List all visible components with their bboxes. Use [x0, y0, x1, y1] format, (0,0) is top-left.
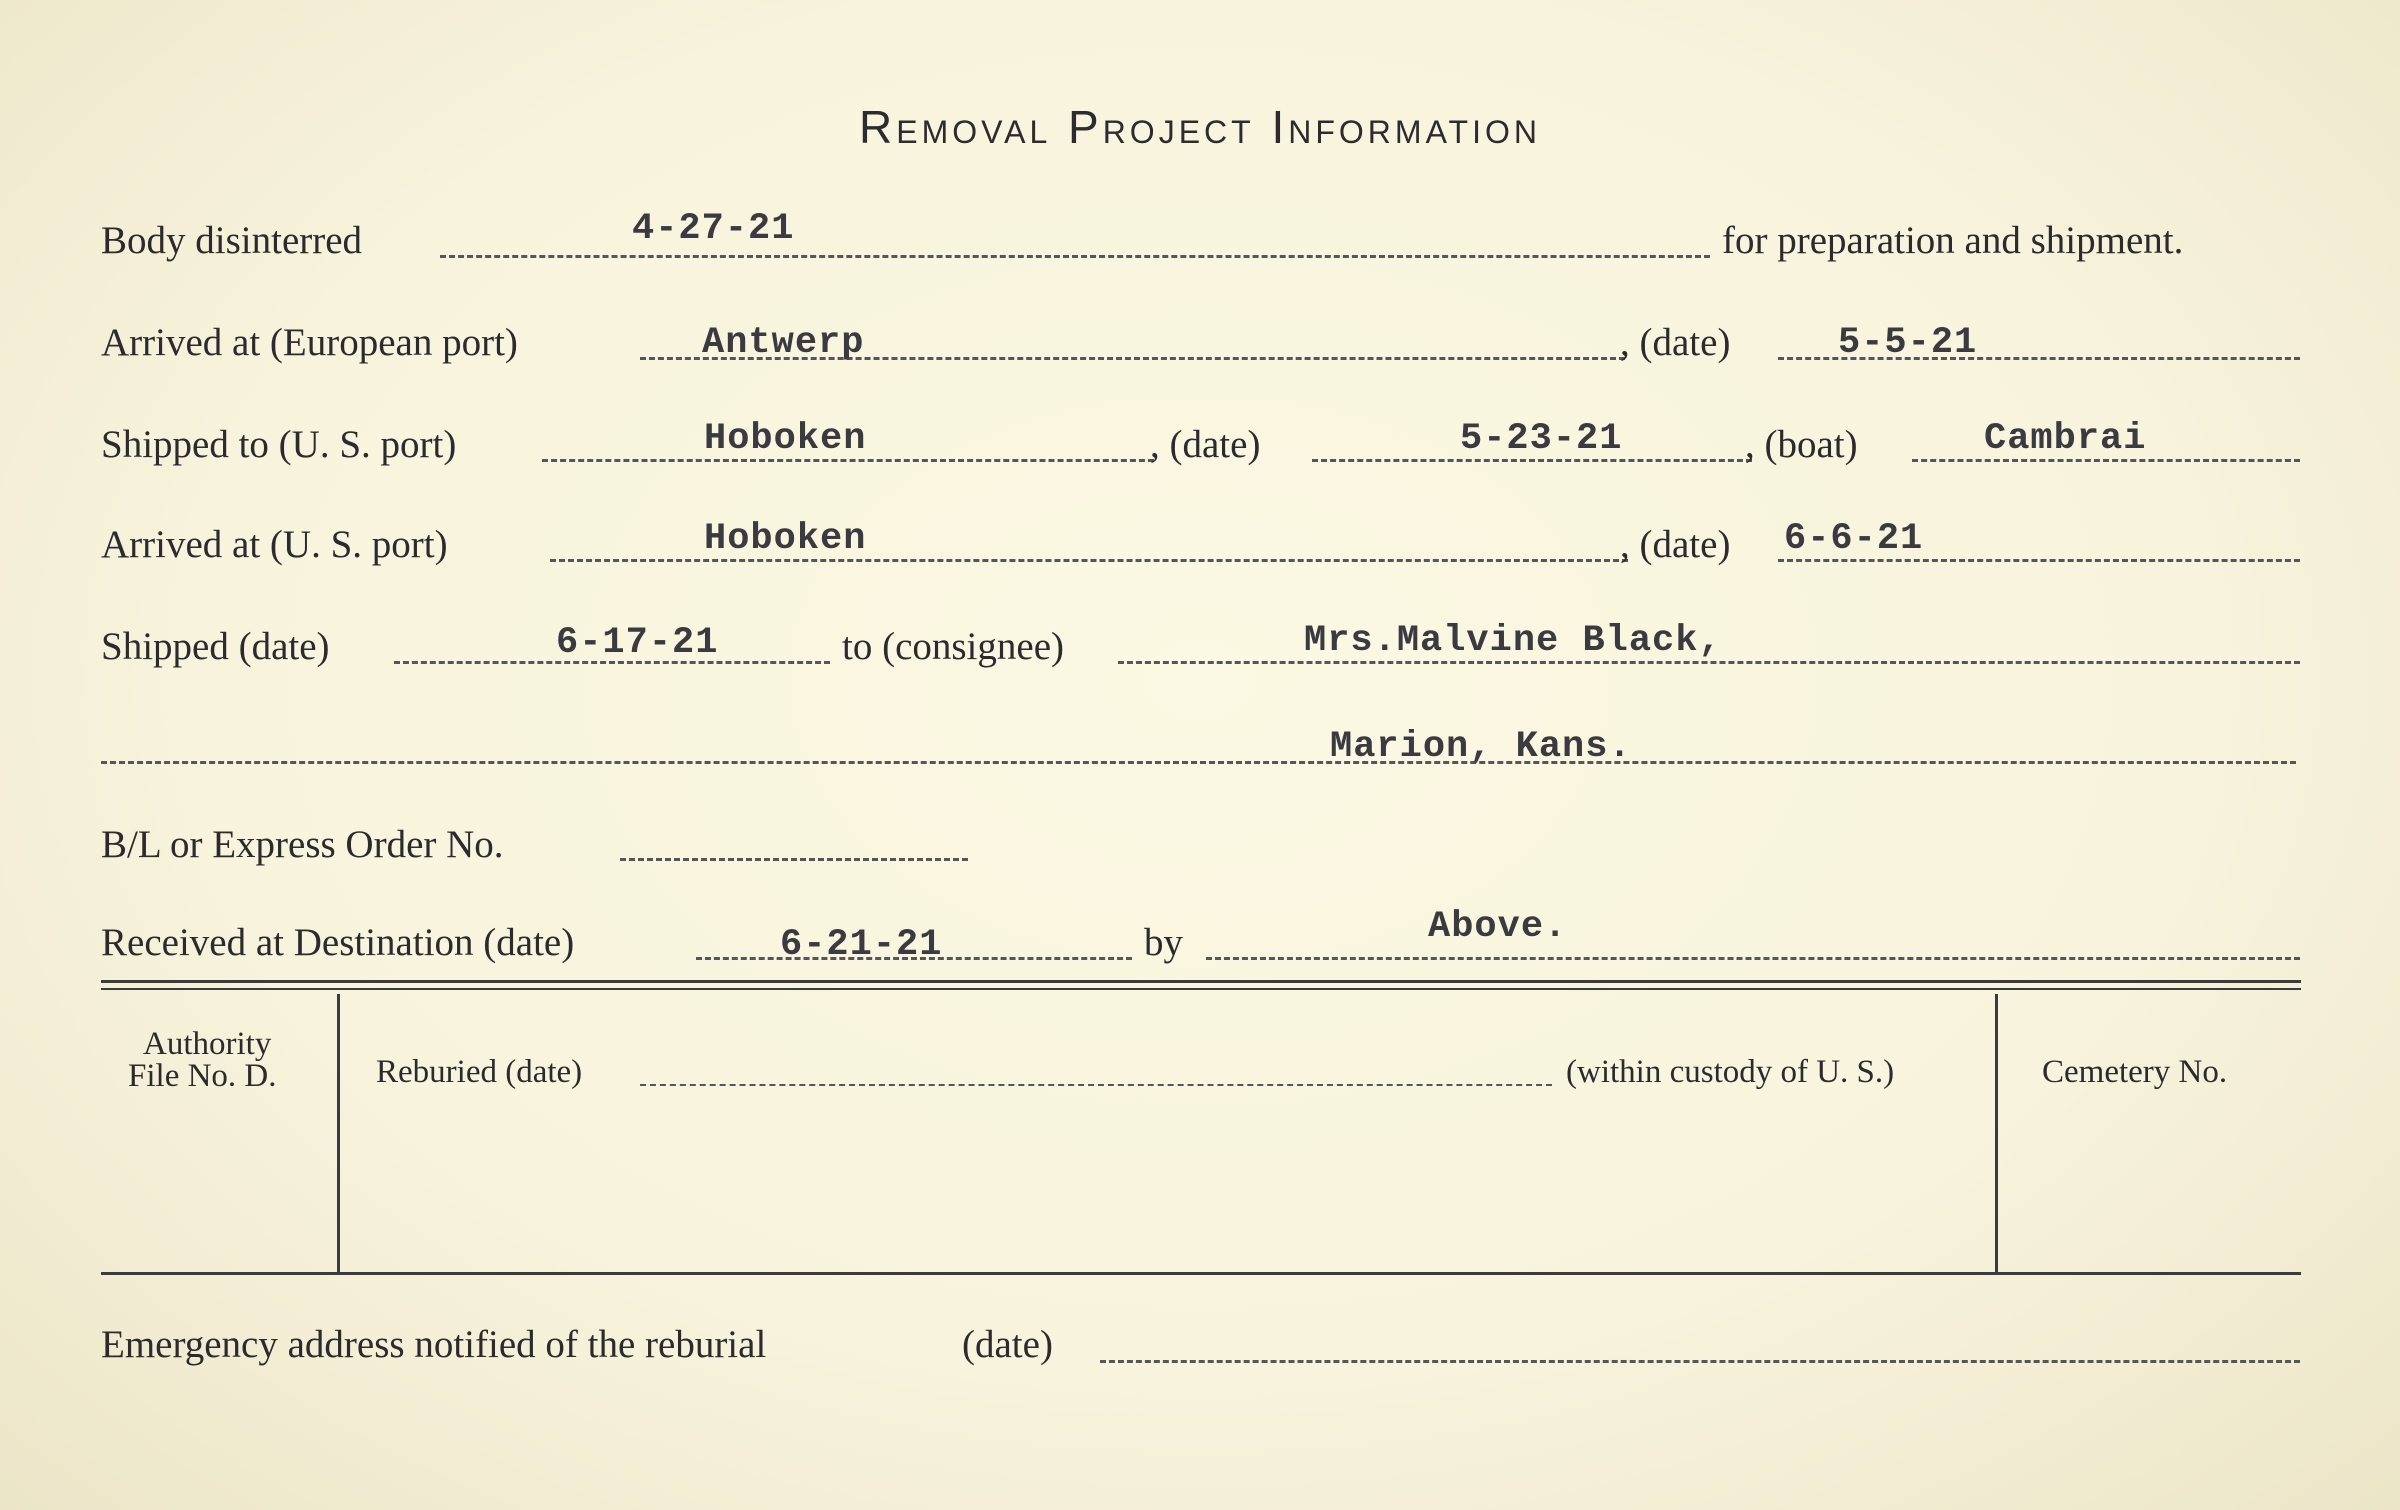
received-by-label: by: [1144, 921, 1183, 964]
disinterred-label: Body disinterred: [101, 219, 363, 262]
us-arrived-date: 6-6-21: [1784, 518, 1924, 560]
european-port-value: Antwerp: [702, 322, 865, 364]
us-shipped-port: Hoboken: [704, 418, 867, 460]
disinterred-date: 4-27-21: [632, 208, 795, 250]
us-shipped-boat-label: , (boat): [1745, 423, 1858, 466]
us-arrived-label: Arrived at (U. S. port): [101, 523, 448, 566]
european-port-date: 5-5-21: [1838, 322, 1978, 364]
us-arrived-date-label: , (date): [1620, 523, 1731, 566]
emergency-date-label: (date): [962, 1323, 1053, 1366]
address-line: [101, 761, 2296, 764]
consignee-label: to (consignee): [842, 625, 1065, 668]
european-port-label: Arrived at (European port): [101, 321, 518, 364]
us-arrived-port: Hoboken: [704, 518, 867, 560]
disinterred-line: [440, 255, 1710, 258]
shipped-date: 6-17-21: [556, 622, 719, 664]
received-label: Received at Destination (date): [101, 921, 575, 964]
cemetery-label: Cemetery No.: [2042, 1054, 2228, 1090]
card-title: Removal Project Information: [859, 101, 1541, 153]
table-top-rule: [101, 980, 2301, 983]
european-port-date-label: , (date): [1620, 321, 1731, 364]
us-shipped-date: 5-23-21: [1460, 418, 1623, 460]
custody-label: (within custody of U. S.): [1566, 1054, 1895, 1090]
us-shipped-label: Shipped to (U. S. port): [101, 423, 457, 466]
bl-label: B/L or Express Order No.: [101, 823, 504, 866]
shipped-date-label: Shipped (date): [101, 625, 330, 668]
consignee-name: Mrs.Malvine Black,: [1304, 620, 1722, 662]
table-bottom-rule: [101, 1272, 2301, 1275]
received-date: 6-21-21: [780, 924, 943, 966]
emergency-label: Emergency address notified of the reburial: [101, 1323, 767, 1366]
received-by-line: [1206, 957, 2300, 960]
bl-line: [620, 858, 968, 861]
us-shipped-date-label: , (date): [1150, 423, 1261, 466]
table-divider-left: [337, 994, 340, 1272]
disinterred-suffix: for preparation and shipment.: [1722, 219, 2184, 262]
authority-label-line1: Authority: [143, 1026, 272, 1062]
table-top-rule-inner: [101, 988, 2301, 990]
us-shipped-boat: Cambrai: [1984, 418, 2147, 460]
emergency-date-line: [1100, 1360, 2300, 1363]
received-by: Above.: [1428, 906, 1568, 948]
reburied-label: Reburied (date): [376, 1054, 583, 1090]
consignee-address: Marion, Kans.: [1330, 726, 1632, 768]
reburied-line: [640, 1084, 1552, 1086]
table-divider-right: [1995, 994, 1998, 1272]
authority-label-line2: File No. D.: [128, 1058, 277, 1094]
